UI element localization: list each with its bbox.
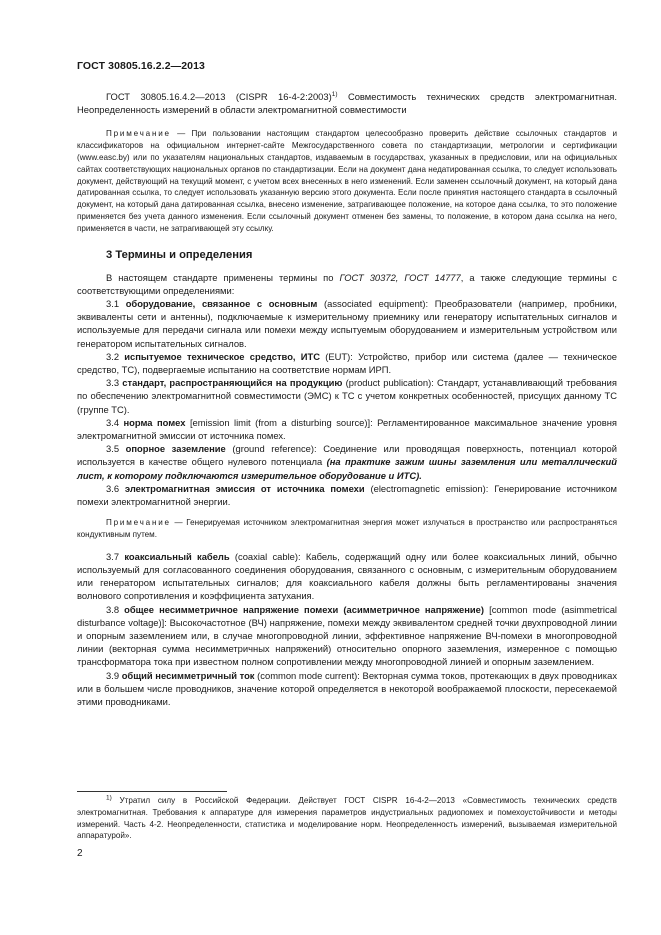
term-definition: (common mode current): Векторная сумма токов, протекающих в двух проводниках или в большем числе проводников, значение которой определяется в некоторой воображаемой плоскости, пересекаемой этими проводниками.: [77, 669, 618, 708]
note-references: [77, 128, 617, 234]
page-number: 2: [77, 848, 83, 859]
note-text: — При пользовании настоящим стандартом целесообразно проверить действие ссылочных стандартов и классификаторов на официальном интернет-сайте Межгосударственного совета по стандартизации, метрологии и сертификации (www.easc.by) или по указателям национальных стандартов, издаваемым в государствах, указанных в предисловии, или на официальных сайтах соответствующих национальных органов по стандартизации. Если на документ дана недатированная ссылка, то следует использовать документ, действующий на текущий момент, с учетом всех внесенных в него изменений. Если заменен ссылочный документ, на который дана датированная ссылка, то следует использовать указанную версию этого документа. Если после принятия настоящего стандарта в ссылочный документ, на который дана датированная ссылка, внесено изменение, затрагивающее положение, на которое дана ссылка, то это положение применяется без учета данного изменения. Если ссылочный документ отменен без замены, то положение, в котором дана ссылка на него, применяется в части, не затрагивающей эту ссылку.: [77, 129, 617, 233]
term-3-1: [77, 297, 617, 350]
term-number: 3.5: [106, 443, 126, 455]
reference-title: ГОСТ 30805.16.4.2—2013 (CISPR 16-4-2:2003): [106, 91, 332, 102]
term-definition: (coaxial cable): Кабель, содержащий одну или более коаксиальных линий, обычно используемый для согласованного соединения оборудования, связанного с основным, с измерительным оборудованием или генератором испытательных сигналов; для коаксиального кабеля должны быть регламентированы значения волнового сопротивления и коэффициента затухания.: [77, 550, 618, 602]
term-name: общий несимметричный ток: [121, 669, 255, 681]
footnote-text: [77, 795, 617, 842]
term-name: опорное заземление: [125, 443, 226, 455]
note-emission: [77, 517, 617, 541]
term-number: 3.4: [106, 416, 124, 428]
term-name: оборудование, связанное с основным: [125, 297, 318, 309]
term-definition: (associated equipment): Преобразователи (например, пробники, эквиваленты сети и антенны), подключаемые к измерительному приемнику или генератору испытательных сигналов и используемые для передачи сигнала или помехи между испытуемым оборудованием и измерительным устройством или генератором испытательных сигналов.: [77, 297, 617, 349]
section-heading: 3 Термины и определения: [106, 248, 253, 261]
note-text: — Генерируемая источником электромагнитная энергия может излучаться в пространство или распространяться кондуктивным путем.: [77, 518, 617, 540]
intro-text: В настоящем стандарте применены термины по: [106, 271, 340, 283]
footnote-marker: 1): [331, 90, 338, 98]
term-definition: [emission limit (from a disturbing source)]: Регламентированное максимальное значение уровня электромагнитной эмиссии от источника помех.: [77, 416, 617, 442]
term-number: 3.7: [106, 550, 125, 562]
term-number: 3.8: [106, 603, 125, 615]
term-name: испытуемое техническое средство, ИТС: [124, 350, 321, 362]
term-name: электромагнитная эмиссия от источника помехи: [124, 482, 365, 494]
normative-reference: [77, 90, 617, 116]
footnote-body: Утратил силу в Российской Федерации. Действует ГОСТ CISPR 16-4-2—2013 «Совместимость технических средств электромагнитная. Требования к аппаратуре для измерения параметров индустриальных радиопомех и помехоустойчивости и методы измерений. Часть 4-2. Неопределенности, статистика и моделирование норм. Неопределенность измерений, вызываемая измерительной аппаратурой».: [77, 796, 617, 841]
term-note: (на практике зажим шины заземления или металлический лист, к которому подключаются измерительное оборудование и ИТС).: [77, 456, 617, 481]
footnote-marker: 1): [106, 794, 112, 802]
term-name: норма помех: [123, 416, 186, 428]
term-3-4: [77, 416, 617, 442]
term-definition: (product publication): Стандарт, устанавливающий требования по обеспечению электромагнитной совместимости (ЭМС) к ТС с учетом конкретных особенностей, присущих данному ТС (группе ТС).: [77, 377, 617, 415]
term-3-6: [77, 482, 617, 508]
reference-rest: Совместимость технических средств электромагнитная. Неопределенность измерений в области электромагнитной совместимости: [77, 91, 617, 116]
term-3-8: [77, 603, 617, 669]
section-intro: [77, 271, 617, 297]
footnote: [77, 795, 617, 842]
term-name: коаксиальный кабель: [124, 550, 230, 562]
term-number: 3.1: [106, 297, 126, 309]
term-name: общее несимметричное напряжение помехи (асимметричное напряжение): [124, 603, 484, 615]
term-name: стандарт, распространяющийся на продукцию: [122, 377, 343, 389]
term-number: 3.6: [106, 482, 125, 494]
term-3-2: [77, 350, 617, 376]
term-definition: (EUT): Устройство, прибор или система (далее — техническое средство, ТС), подвергаемые испытанию на соответствие нормам ИРП.: [77, 350, 618, 375]
term-number: 3.2: [106, 350, 125, 362]
term-number: 3.9: [106, 669, 122, 681]
term-3-7: [77, 550, 617, 603]
term-3-9: [77, 669, 617, 709]
term-number: 3.3: [106, 377, 123, 389]
term-definition: (electromagnetic emission): Генерирование источником помехи электромагнитной энергии.: [77, 482, 618, 508]
intro-text-end: , а также следующие термины с соответствующими определениями:: [77, 271, 617, 296]
document-header: ГОСТ 30805.16.2.2—2013: [77, 60, 205, 72]
intro-standards: ГОСТ 30372, ГОСТ 14777: [339, 271, 461, 283]
term-3-5: [77, 442, 617, 482]
document-body: [77, 90, 617, 708]
note-label: Примечание: [106, 129, 171, 139]
footnote-divider: [77, 791, 227, 792]
note-label: Примечание: [106, 518, 171, 528]
term-definition: [common mode (asimmetrical disturbance voltage)]: Высокочастотное (ВЧ) напряжение, помехи между эквивалентом средней точки двухпроводной линии и опорным заземлением или, в случае многопроводной линии, эффективное напряжение ВЧ-помехи в многопроводной линии (векторная сумма несимметричных напряжений) относительно опорного заземления, измеренное с помощью трансформатора тока при известном полном сопротивлении между многопроводной линией и опорным заземлением.: [77, 603, 617, 668]
term-3-3: [77, 376, 617, 416]
term-definition: (ground reference): Соединение или проводящая поверхность, потенциал которой используется в качестве общего нулевого потенциала: [77, 443, 617, 468]
